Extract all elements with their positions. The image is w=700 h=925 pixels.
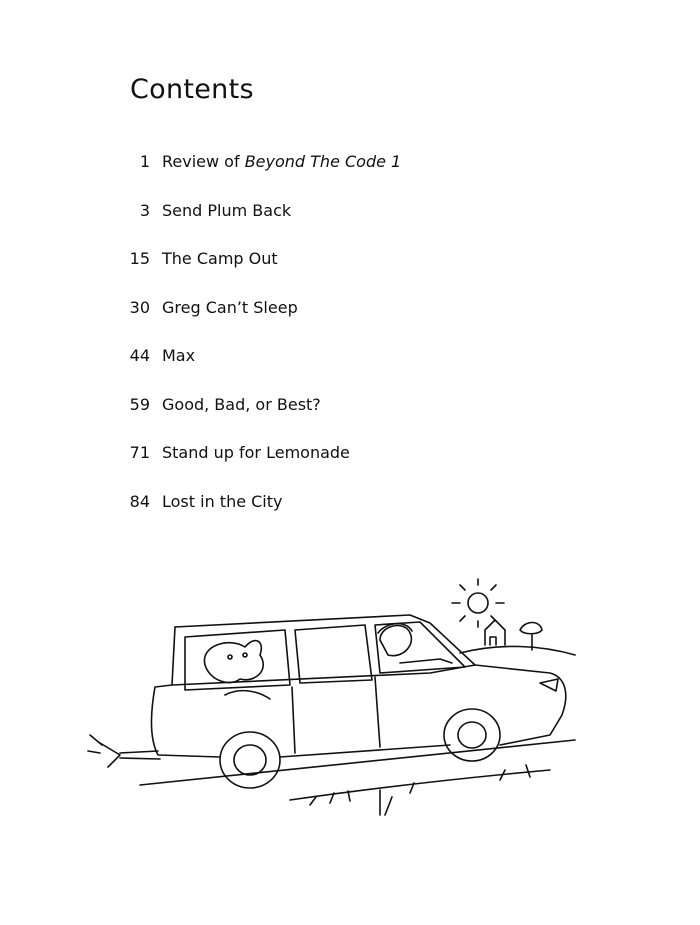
car-illustration <box>80 575 580 835</box>
toc-title-prefix: Review of <box>162 152 245 171</box>
toc-chapter-title: Good, Bad, or Best? <box>162 394 321 414</box>
toc-entry[interactable] <box>110 443 530 492</box>
car-drawing <box>88 615 566 788</box>
sun-icon <box>452 579 504 627</box>
toc-page-number: 1 <box>139 152 150 171</box>
toc-page-number: 59 <box>129 394 150 414</box>
toc-entry[interactable] <box>110 249 530 298</box>
table-of-contents <box>110 152 530 540</box>
toc-page-number: 71 <box>129 443 150 462</box>
toc-chapter-title: Greg Can’t Sleep <box>162 297 298 317</box>
toc-page-number: 84 <box>129 491 150 511</box>
toc-page-number: 44 <box>129 346 150 365</box>
toc-entry[interactable] <box>110 201 530 250</box>
toc-chapter-title <box>162 152 401 171</box>
toc-chapter-title: Send Plum Back <box>162 200 292 220</box>
toc-entry[interactable] <box>110 395 530 444</box>
toc-entry[interactable] <box>110 492 530 541</box>
toc-chapter-title: Stand up for Lemonade <box>162 443 350 462</box>
toc-entry[interactable] <box>110 152 530 201</box>
page-title: Contents <box>130 74 254 105</box>
toc-page-number: 3 <box>139 200 150 220</box>
toc-page-number: 30 <box>129 297 150 317</box>
toc-chapter-title: The Camp Out <box>162 249 278 268</box>
toc-entry[interactable] <box>110 298 530 347</box>
toc-entry[interactable] <box>110 346 530 395</box>
toc-chapter-title: Max <box>162 346 196 365</box>
toc-page-number: 15 <box>129 249 150 268</box>
toc-title-italic: Beyond The Code 1 <box>244 152 402 171</box>
toc-chapter-title: Lost in the City <box>162 491 283 511</box>
